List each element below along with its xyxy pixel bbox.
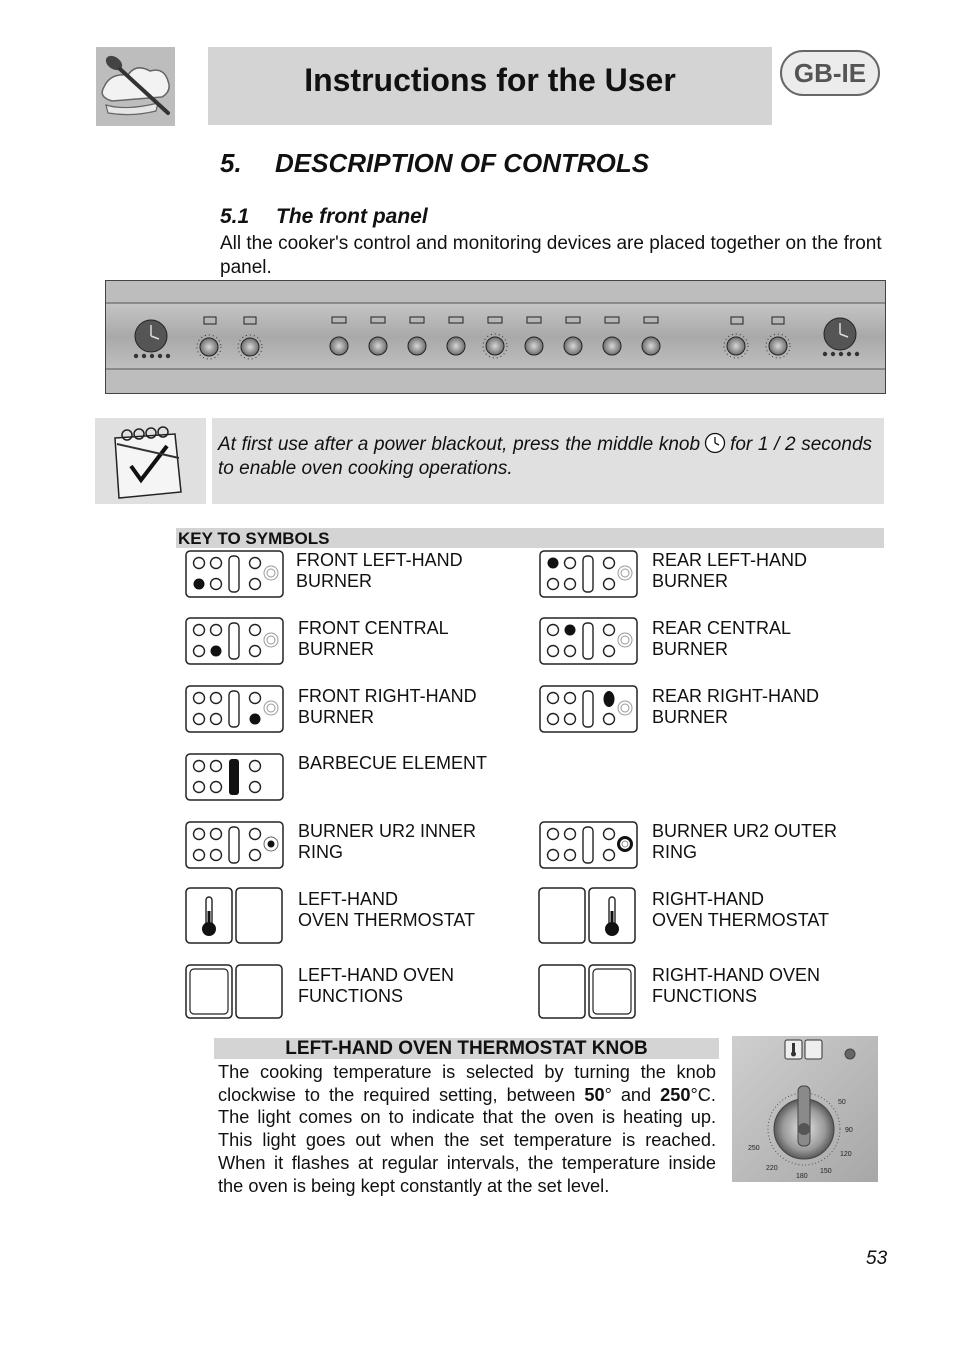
rear-central-burner-icon [539,617,638,670]
language-badge: GB-IE [780,50,880,96]
note-text-after: for 1 / 2 seconds to enable oven cooking operations. [218,434,873,479]
section-heading: DESCRIPTION OF CONTROLS [275,148,650,178]
left-oven-functions-icon [185,964,284,1025]
thermostat-knob-photo [732,1036,878,1182]
dial-label-150: 150 [820,1168,832,1175]
front-central-burner-label: FRONT CENTRAL BURNER [298,618,449,659]
right-oven-thermostat-icon [538,887,637,950]
rear-left-burner-icon [539,550,638,603]
burner-ur2-outer-icon [539,821,638,874]
front-panel-illustration [105,280,886,394]
left-oven-thermostat-label: LEFT-HAND OVEN THERMOSTAT [298,889,476,930]
header-title: Instructions for the User [304,62,676,98]
barbecue-element-icon [185,753,284,806]
notepad-check-icon [95,418,206,504]
subsection-heading: The front panel [276,205,428,228]
right-oven-functions-label: RIGHT-HAND OVEN FUNCTIONS [652,965,821,1006]
dial-label-50: 50 [838,1099,846,1106]
subsection-number: 5.1 [220,205,250,228]
indicator-light-icon [845,1049,855,1059]
burner-ur2-inner-icon [185,821,284,874]
dial-label-90: 90 [845,1127,853,1134]
min-temp: 50 [584,1084,605,1105]
rear-right-burner-label: REAR RIGHT-HAND BURNER [652,686,820,727]
dial-label-250: 250 [748,1145,760,1152]
rear-right-burner-icon [539,685,638,738]
front-left-burner-icon [185,550,284,603]
thermostat-knob-title: LEFT-HAND OVEN THERMOSTAT KNOB [285,1038,648,1059]
dial-label-120: 120 [840,1151,852,1158]
chef-logo [96,47,175,126]
front-right-burner-label: FRONT RIGHT-HAND BURNER [298,686,477,727]
rear-left-burner-label: REAR LEFT-HAND BURNER [652,550,808,591]
burner-ur2-outer-label: BURNER UR2 OUTER RING [652,821,838,862]
spoon-chef-hat-icon [96,47,175,126]
barbecue-element-label: BARBECUE ELEMENT [298,753,488,773]
note-icon-box [95,418,206,504]
dial-label-180: 180 [796,1173,808,1180]
subsection-title [220,205,428,229]
page-number: 53 [866,1248,888,1269]
front-right-burner-icon [185,685,284,738]
thermostat-knob-text: The cooking temperature is selected by turning the knob clockwise to the required setting, between 50° and 250°C. The light comes on to indicate that the oven is heating up. This light goes out when the set temperature is reached. When it flashes at regular intervals, the temperature inside the oven is being kept constantly at the set level. [218,1062,716,1196]
section-number: 5. [220,148,242,178]
key-title: KEY TO SYMBOLS [178,529,330,548]
left-oven-thermostat-icon [185,887,284,950]
note-text-before: At first use after a power blackout, press the middle knob [218,434,701,455]
note-text [218,432,872,481]
right-oven-thermostat-label: RIGHT-HAND OVEN THERMOSTAT [652,889,830,930]
left-oven-functions-label: LEFT-HAND OVEN FUNCTIONS [298,965,455,1006]
section-title [220,148,649,179]
burner-ur2-inner-label: BURNER UR2 INNER RING [298,821,477,862]
control-panel-graphic [106,281,885,393]
burner-knobs [330,317,660,358]
dial-label-220: 220 [766,1165,778,1172]
right-oven-functions-icon [538,964,637,1025]
front-central-burner-icon [185,617,284,670]
rear-central-burner-label: REAR CENTRAL BURNER [652,618,792,659]
clock-icon [704,432,726,454]
max-temp: 250 [660,1084,691,1105]
front-left-burner-label: FRONT LEFT-HAND BURNER [296,550,463,591]
intro-paragraph: All the cooker's control and monitoring devices are placed together on the front panel. [220,233,882,278]
